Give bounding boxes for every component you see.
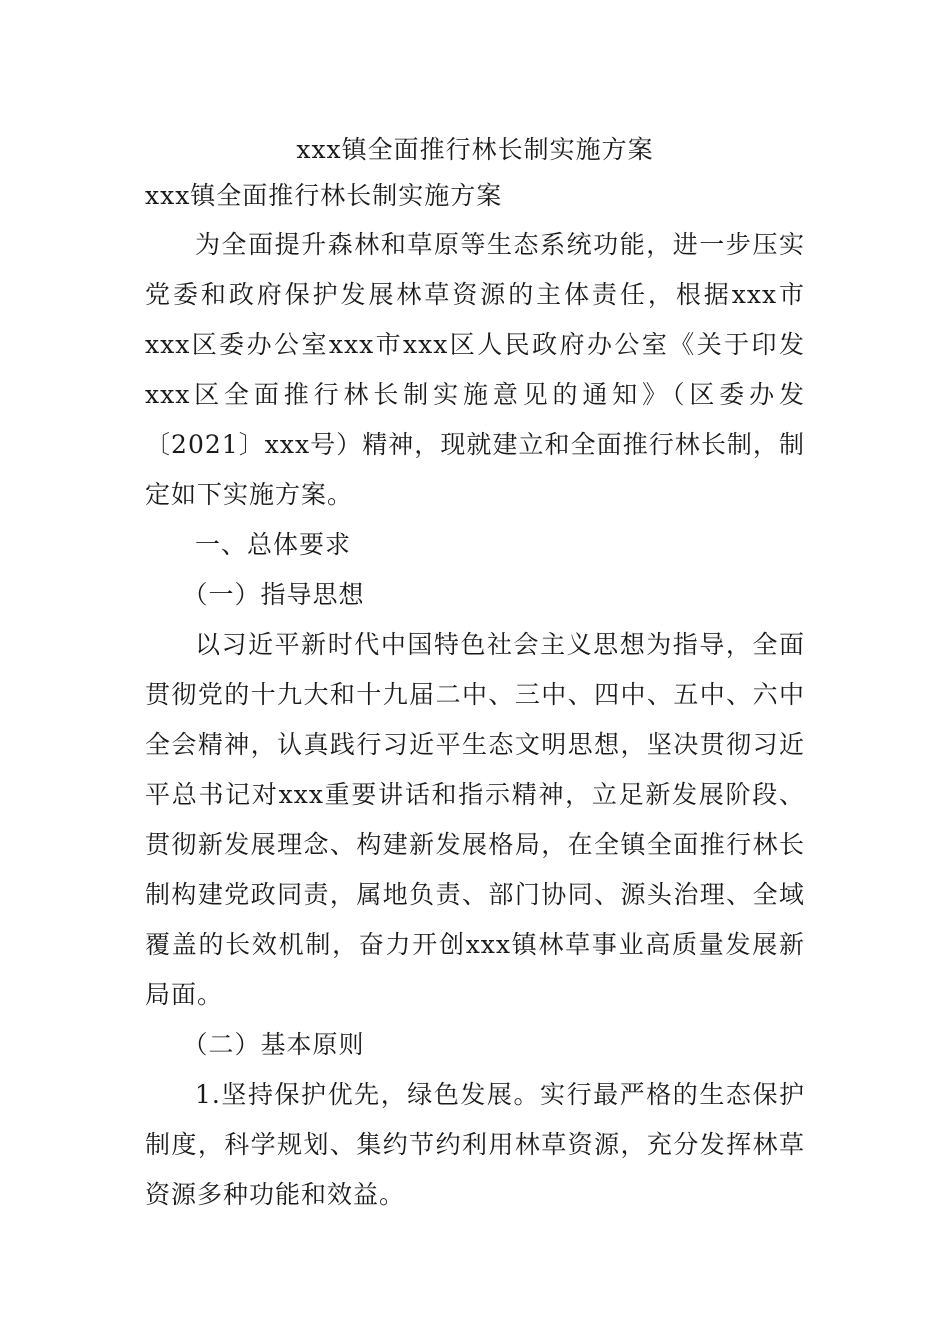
- subsection-heading-basic-principles: （二）基本原则: [182, 1030, 365, 1059]
- intro-paragraph: 为全面提升森林和草原等生态系统功能，进一步压实党委和政府保护发展林草资源的主体责任，根据xxx市xxx区委办公室xxx市xxx区人民政府办公室《关于印发xxx区全面推行林长制实施意见的通知》（区委办发〔2021〕xxx号）精神，现就建立和全面推行林长制，制定如下实施方案。: [145, 230, 805, 509]
- principle-item-1: 1.坚持保护优先，绿色发展。实行最严格的生态保护制度，科学规划、集约节约利用林草资源，充分发挥林草资源多种功能和效益。: [145, 1080, 805, 1209]
- subsection-heading-guiding-ideology: （一）指导思想: [182, 580, 365, 609]
- section-heading-general-requirements: 一、总体要求: [195, 530, 352, 559]
- document-title: xxx镇全面推行林长制实施方案: [296, 135, 654, 164]
- document-subtitle: xxx镇全面推行林长制实施方案: [145, 181, 503, 210]
- guiding-ideology-paragraph: 以习近平新时代中国特色社会主义思想为指导，全面贯彻党的十九大和十九届二中、三中、四中、五中、六中全会精神，认真践行习近平生态文明思想，坚决贯彻习近平总书记对xxx重要讲话和指示精神，立足新发展阶段、贯彻新发展理念、构建新发展格局，在全镇全面推行林长制构建党政同责，属地负责、部门协同、源头治理、全域覆盖的长效机制，奋力开创xxx镇林草事业高质量发展新局面。: [145, 630, 805, 1009]
- document-page: [145, 128, 805, 1220]
